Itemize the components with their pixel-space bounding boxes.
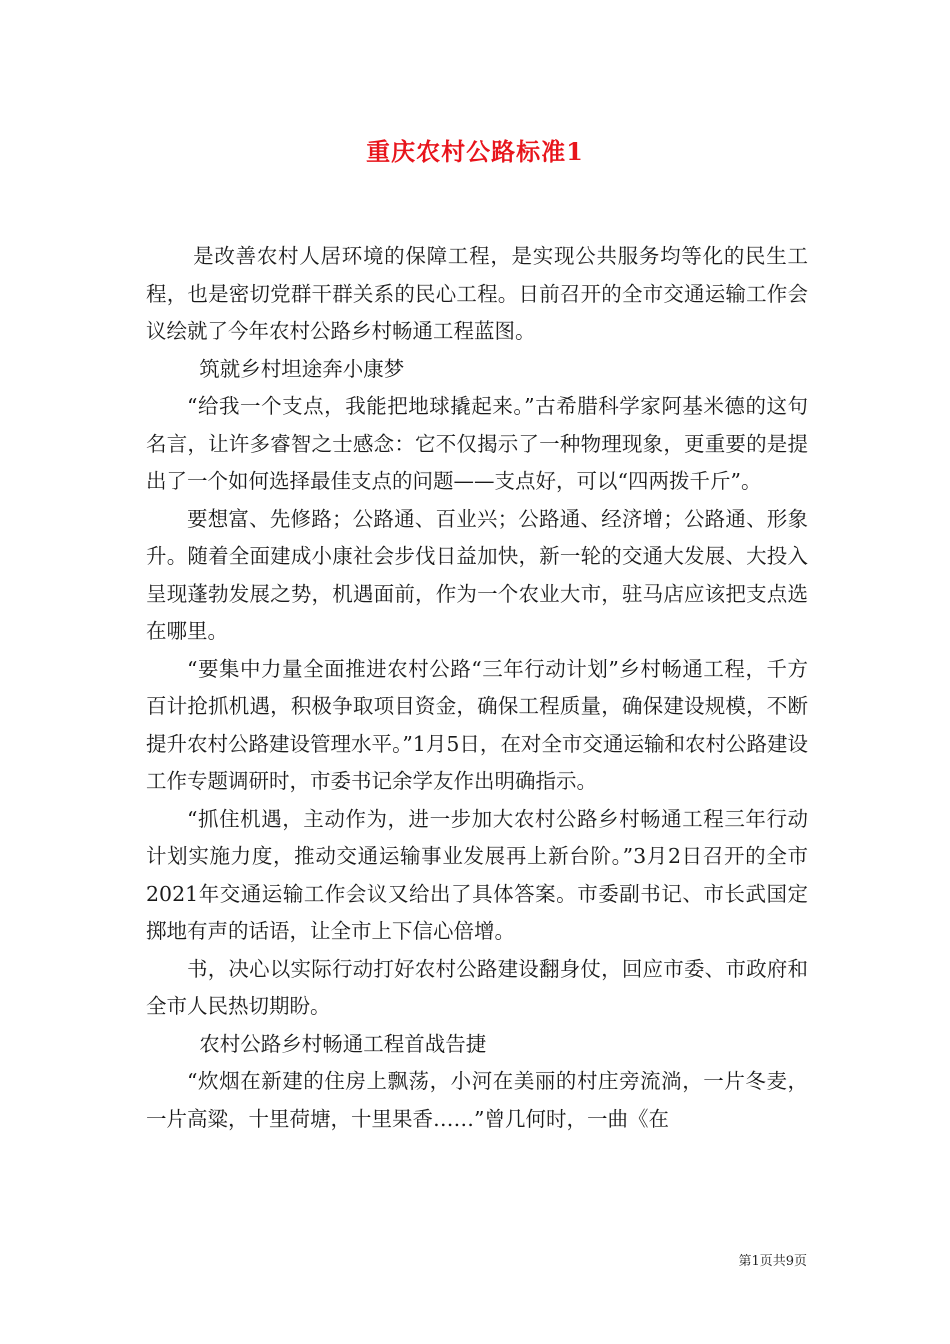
paragraph: “炊烟在新建的住房上飘荡，小河在美丽的村庄旁流淌，一片冬麦，一片高粱，十里荷塘，十里果香……”曾几何时，一曲《在: [146, 1069, 808, 1131]
paragraph: “给我一个支点，我能把地球撬起来。”古希腊科学家阿基米德的这句名言，让许多睿智之士感念：它不仅揭示了一种物理现象，更重要的是提出了一个如何选择最佳支点的问题——支点好，可以“四两拨千斤”。: [146, 394, 808, 493]
paragraph: 要想富、先修路；公路通、百业兴；公路通、经济增；公路通、形象升。随着全面建成小康社会步伐日益加快，新一轮的交通大发展、大投入呈现蓬勃发展之势，机遇面前，作为一个农业大市，驻马店应该把支点选在哪里。: [146, 506, 808, 643]
document-body: [146, 238, 808, 1138]
paragraph: 是改善农村人居环境的保障工程，是实现公共服务均等化的民生工程，也是密切党群干群关系的民心工程。日前召开的全市交通运输工作会议绘就了今年农村公路乡村畅通工程蓝图。: [146, 244, 808, 343]
document-title: 重庆农村公路标准1: [366, 137, 584, 166]
paragraph: “抓住机遇，主动作为，进一步加大农村公路乡村畅通工程三年行动计划实施力度，推动交通运输事业发展再上新台阶。”3月2日召开的全市2021年交通运输工作会议又给出了具体答案。市委副书记、市长武国定掷地有声的话语，让全市上下信心倍增。: [146, 806, 808, 943]
section-heading: 农村公路乡村畅通工程首战告捷: [199, 1031, 487, 1056]
page-number-footer: 第1页共9页: [738, 1254, 807, 1269]
section-heading: 筑就乡村坦途奔小康梦: [199, 356, 405, 381]
paragraph: 书，决心以实际行动打好农村公路建设翻身仗，回应市委、市政府和全市人民热切期盼。: [146, 956, 808, 1018]
paragraph: “要集中力量全面推进农村公路“三年行动计划”乡村畅通工程，千方百计抢抓机遇，积极争取项目资金，确保工程质量，确保建设规模，不断提升农村公路建设管理水平。”1月5日，在对全市交通运输和农村公路建设工作专题调研时，市委书记余学友作出明确指示。: [146, 656, 808, 793]
